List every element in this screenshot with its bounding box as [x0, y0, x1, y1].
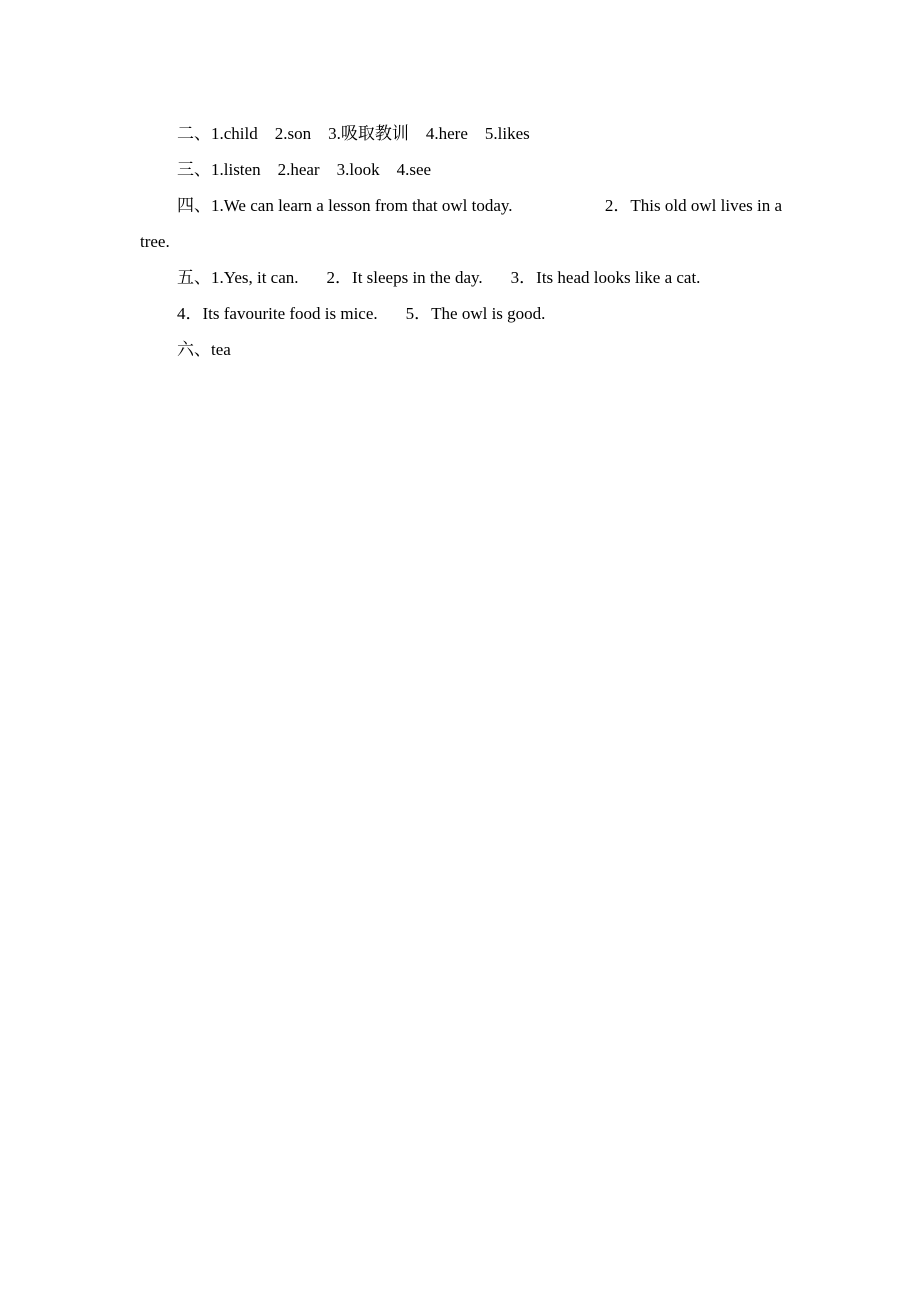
section-five-label: 五、	[177, 268, 211, 287]
section-four	[140, 188, 782, 224]
answer-item: 3.吸取教训	[328, 124, 409, 143]
section-three	[140, 152, 782, 188]
section-five-row-two	[140, 296, 782, 332]
answer-item: 2．It sleeps in the day.	[326, 268, 483, 287]
answer-item: 1.listen	[211, 160, 261, 179]
answer-item: 2．This old owl lives in a	[604, 196, 782, 215]
answer-item: 1.child	[211, 124, 258, 143]
answer-item: 5．The owl is good.	[405, 304, 546, 323]
answer-item: 4.here	[425, 124, 468, 143]
answer-item: 2.son	[274, 124, 312, 143]
section-two	[140, 116, 782, 152]
section-two-label: 二、	[177, 124, 211, 143]
section-six	[140, 332, 782, 368]
answer-item: 1.Yes, it can.	[211, 268, 299, 287]
answer-item: 2.hear	[277, 160, 320, 179]
section-three-label: 三、	[177, 160, 211, 179]
answer-item-continuation: tree.	[140, 232, 170, 251]
answer-item: 5.likes	[484, 124, 530, 143]
section-six-label: 六、	[177, 340, 211, 359]
section-four-continuation	[140, 224, 782, 260]
section-five	[140, 260, 782, 296]
answer-item: 3．Its head looks like a cat.	[510, 268, 701, 287]
answer-item: 4．Its favourite food is mice.	[177, 304, 378, 323]
answer-item: 3.look	[336, 160, 380, 179]
answer-item: 1.We can learn a lesson from that owl today.	[211, 196, 513, 215]
answer-item: tea	[211, 340, 231, 359]
section-four-first-part	[177, 188, 513, 224]
section-four-label: 四、	[177, 196, 211, 215]
answer-item: 4.see	[396, 160, 432, 179]
answer-key	[140, 116, 782, 368]
